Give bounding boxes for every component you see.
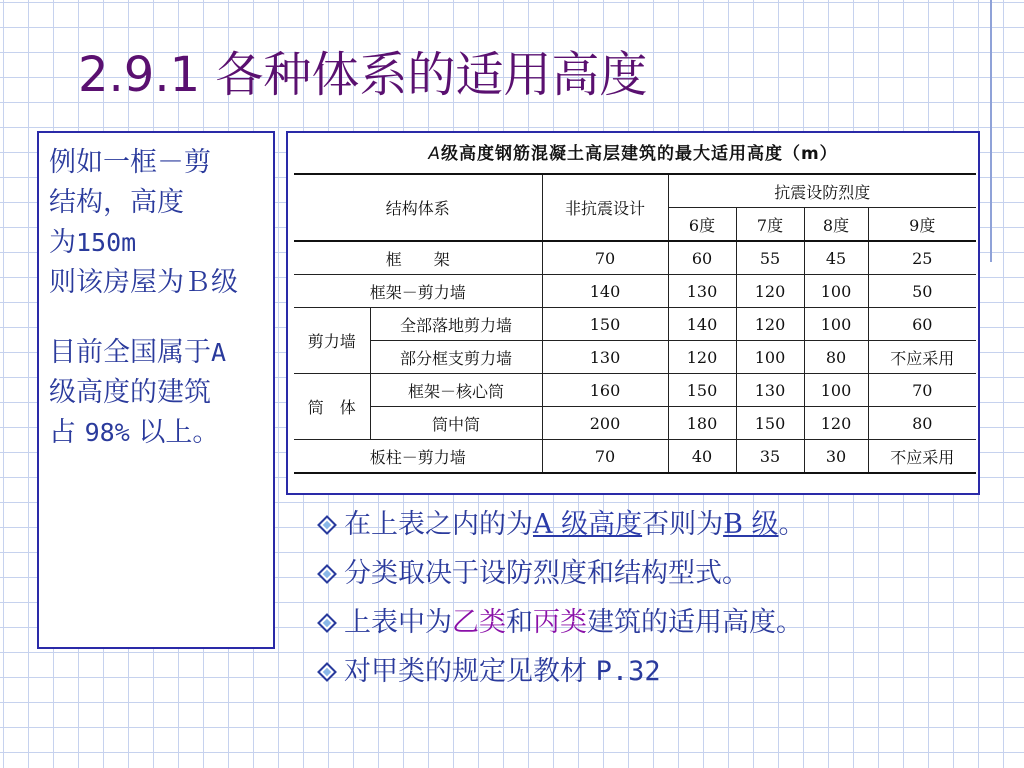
cell: 140	[668, 308, 736, 341]
bullet-text: 在上表之内的为	[344, 509, 533, 540]
header-degree-6: 6度	[668, 208, 736, 242]
cell: 150	[542, 308, 668, 341]
textbook-page-ref: P.32	[595, 656, 661, 687]
cell: 120	[736, 275, 804, 308]
cell: 150	[668, 374, 736, 407]
cell: 130	[736, 374, 804, 407]
height-value: 150m	[76, 228, 137, 257]
percent-value: 98%	[84, 418, 130, 447]
note-line: 则该房屋为Ｂ级	[49, 267, 238, 298]
bullet-text: 分类取决于设防烈度和结构型式。	[344, 558, 749, 589]
cell: 45	[804, 241, 868, 275]
header-degree-7: 7度	[736, 208, 804, 242]
cell: 50	[868, 275, 976, 308]
group-tube: 筒 体	[294, 374, 370, 440]
bullet-text: 。	[778, 509, 806, 540]
bullet-text: 否则为	[642, 509, 724, 540]
group-shear-wall: 剪力墙	[294, 308, 370, 374]
cell: 160	[542, 374, 668, 407]
bullet-item	[313, 500, 806, 549]
note-line	[49, 413, 273, 453]
cell: 不应采用	[868, 341, 976, 374]
cell: 130	[542, 341, 668, 374]
note-paragraph-1	[49, 143, 273, 303]
bullet-item	[313, 549, 806, 598]
note-line: 级高度的建筑	[49, 377, 211, 408]
diamond-bullet-icon	[317, 515, 337, 535]
bullet-item	[313, 598, 806, 647]
right-guide-line	[990, 0, 992, 262]
header-degree-8: 8度	[804, 208, 868, 242]
cell: 100	[804, 374, 868, 407]
note-text: 为	[49, 227, 76, 258]
cell: 70	[868, 374, 976, 407]
note-line: 例如一框－剪	[49, 147, 211, 178]
cell: 40	[668, 440, 736, 474]
bullet-text: 和	[506, 607, 533, 638]
cell: 80	[868, 407, 976, 440]
cell: 100	[804, 308, 868, 341]
cell: 150	[736, 407, 804, 440]
row-name: 框架－剪力墙	[294, 275, 542, 308]
table-row	[294, 241, 976, 275]
header-non-seismic: 非抗震设计	[542, 174, 668, 241]
cell: 60	[868, 308, 976, 341]
caption-grade: A	[428, 144, 441, 164]
note-line: 结构，高度	[49, 187, 184, 218]
caption-text: 级高度钢筋混凝土高层建筑的最大适用高度（m）	[440, 144, 838, 164]
cell: 100	[804, 275, 868, 308]
row-name: 全部落地剪力墙	[370, 308, 542, 341]
table-row	[294, 407, 976, 440]
spacer	[49, 303, 273, 333]
cell: 80	[804, 341, 868, 374]
cell: 140	[542, 275, 668, 308]
cell: 180	[668, 407, 736, 440]
emphasis-class-c: 丙类	[533, 607, 587, 638]
table-row	[294, 440, 976, 474]
note-line	[49, 223, 273, 263]
cell: 55	[736, 241, 804, 275]
cell: 100	[736, 341, 804, 374]
example-note-box	[37, 131, 275, 649]
bullet-text: 对甲类的规定见教材	[344, 656, 587, 687]
cell: 60	[668, 241, 736, 275]
diamond-bullet-icon	[317, 662, 337, 682]
table-row	[294, 275, 976, 308]
note-paragraph-2	[49, 333, 273, 453]
header-system: 结构体系	[294, 174, 542, 241]
row-name: 板柱－剪力墙	[294, 440, 542, 474]
header-degree-9: 9度	[868, 208, 976, 242]
row-name: 框 架	[294, 241, 542, 275]
link-a-grade[interactable]: A 级高度	[533, 509, 643, 540]
cell: 30	[804, 440, 868, 474]
cell: 不应采用	[868, 440, 976, 474]
table-header-row	[294, 174, 976, 208]
bullet-list	[313, 500, 806, 696]
row-name: 部分框支剪力墙	[370, 341, 542, 374]
note-line	[49, 333, 273, 373]
grade-letter: A	[211, 338, 227, 367]
table-row	[294, 374, 976, 407]
row-name: 筒中筒	[370, 407, 542, 440]
cell: 200	[542, 407, 668, 440]
diamond-bullet-icon	[317, 613, 337, 633]
max-height-table	[294, 173, 976, 474]
row-name: 框架－核心筒	[370, 374, 542, 407]
cell: 120	[736, 308, 804, 341]
link-b-grade[interactable]: B 级	[723, 509, 779, 540]
bullet-item	[313, 647, 806, 696]
cell: 25	[868, 241, 976, 275]
table-row	[294, 308, 976, 341]
bullet-text: 建筑的适用高度。	[587, 607, 803, 638]
note-text: 以上。	[138, 417, 220, 448]
cell: 70	[542, 241, 668, 275]
bullet-text: 上表中为	[344, 607, 452, 638]
emphasis-class-b: 乙类	[452, 607, 506, 638]
cell: 130	[668, 275, 736, 308]
cell: 35	[736, 440, 804, 474]
page-title: 2.9.1 各种体系的适用高度	[78, 47, 648, 103]
cell: 120	[804, 407, 868, 440]
table-caption	[288, 139, 978, 164]
header-seismic: 抗震设防烈度	[668, 174, 976, 208]
cell: 120	[668, 341, 736, 374]
note-text: 目前全国属于	[49, 337, 211, 368]
table-row	[294, 341, 976, 374]
diamond-bullet-icon	[317, 564, 337, 584]
cell: 70	[542, 440, 668, 474]
height-table-box	[286, 131, 980, 495]
note-text: 占	[49, 417, 76, 448]
